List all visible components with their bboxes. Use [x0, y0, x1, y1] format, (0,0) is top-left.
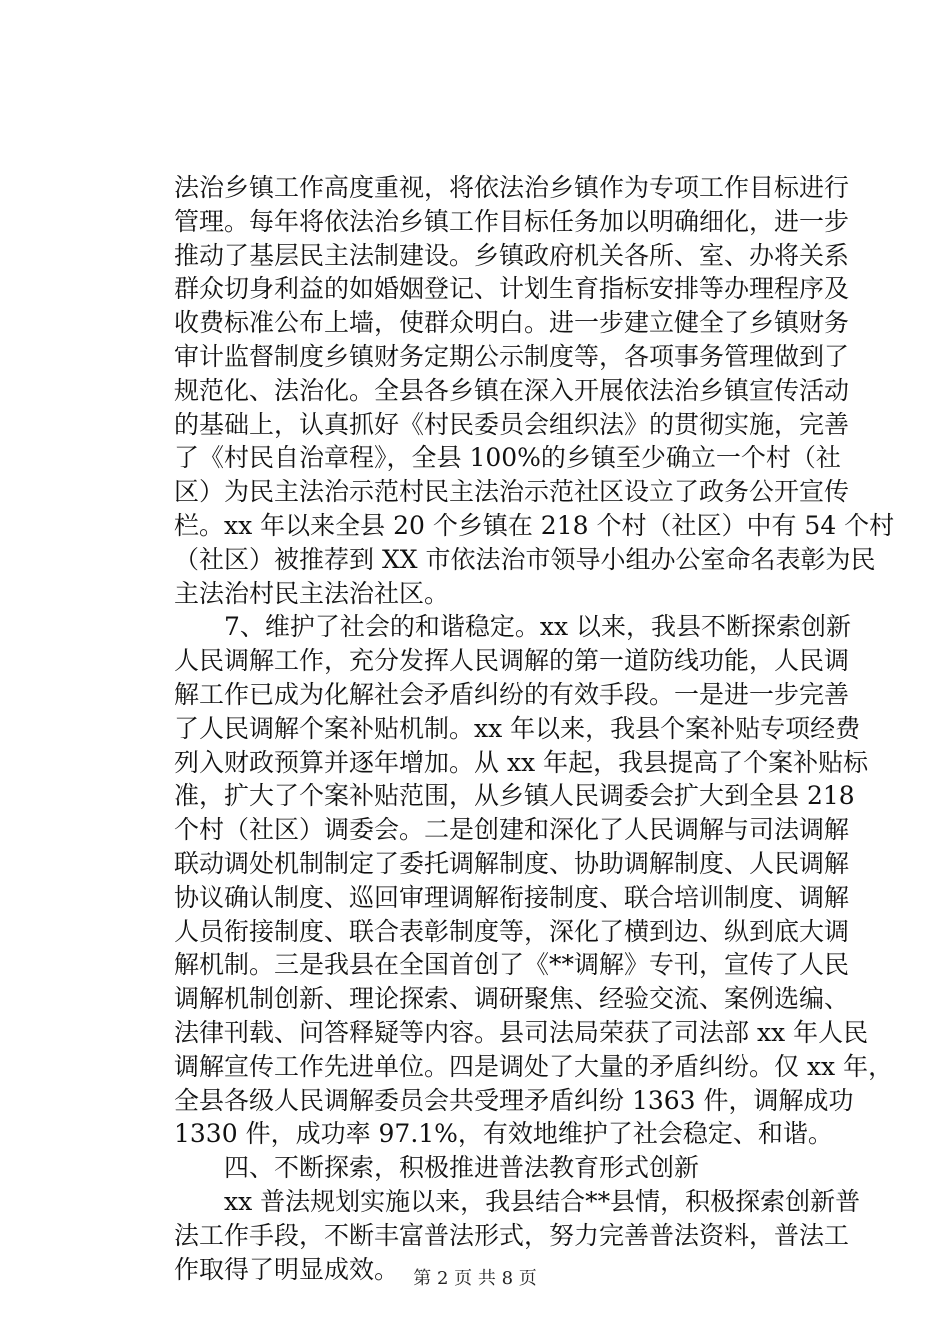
text-line: 协议确认制度、巡回审理调解衔接制度、联合培训制度、调解 — [174, 882, 850, 912]
text-line: 法工作手段，不断丰富普法形式，努力完善普法资料，普法工 — [174, 1220, 850, 1250]
text-line: 1330 件，成功率 97.1%，有效地维护了社会稳定、和谐。 — [174, 1119, 833, 1149]
text-line: 规范化、法治化。全县各乡镇在深入开展依法治乡镇宣传活动 — [174, 375, 850, 405]
text-line: 的基础上，认真抓好《村民委员会组织法》的贯彻实施，完善 — [174, 409, 850, 439]
text-line: 管理。每年将依法治乡镇工作目标任务加以明确细化，进一步 — [174, 206, 850, 236]
page-footer: 第 2 页 共 8 页 — [413, 1268, 537, 1289]
text-line: 群众切身利益的如婚姻登记、计划生育指标安排等办理程序及 — [174, 274, 850, 304]
text-line: 人员衔接制度、联合表彰制度等，深化了横到边、纵到底大调 — [174, 916, 850, 946]
text-line: 全县各级人民调解委员会共受理矛盾纠纷 1363 件，调解成功 — [174, 1085, 854, 1115]
text-line: 列入财政预算并逐年增加。从 xx 年起，我县提高了个案补贴标 — [174, 747, 869, 777]
text-line: 审计监督制度乡镇财务定期公示制度等，各项事务管理做到了 — [174, 341, 850, 371]
text-line: 收费标准公布上墙，使群众明白。进一步建立健全了乡镇财务 — [174, 308, 850, 338]
text-line: 作取得了明显成效。 — [174, 1254, 400, 1284]
text-line: 区）为民主法治示范村民主法治示范社区设立了政务公开宣传 — [174, 477, 850, 507]
paragraph-first-line: 7、维护了社会的和谐稳定。xx 以来，我县不断探索创新 — [224, 612, 852, 642]
text-line: 人民调解工作，充分发挥人民调解的第一道防线功能，人民调 — [174, 646, 850, 676]
text-line: 法律刊载、问答释疑等内容。县司法局荣获了司法部 xx 年人民 — [174, 1017, 869, 1047]
text-line: 了《村民自治章程》，全县 100%的乡镇至少确立一个村（社 — [174, 443, 841, 473]
body-text — [174, 171, 895, 1286]
text-line: 了人民调解个案补贴机制。xx 年以来，我县个案补贴专项经费 — [174, 713, 861, 743]
text-line: 联动调处机制制定了委托调解制度、协助调解制度、人民调解 — [174, 848, 850, 878]
text-line: 个村（社区）调委会。二是创建和深化了人民调解与司法调解 — [174, 815, 850, 845]
section-heading: 四、不断探索，积极推进普法教育形式创新 — [224, 1153, 700, 1183]
text-line: 法治乡镇工作高度重视，将依法治乡镇作为专项工作目标进行 — [174, 173, 850, 202]
text-line: 栏。xx 年以来全县 20 个乡镇在 218 个村（社区）中有 54 个村 — [174, 510, 895, 540]
text-line: 解机制。三是我县在全国首创了《**调解》专刊，宣传了人民 — [174, 950, 850, 980]
text-line: （社区）被推荐到 XX 市依法治市领导小组办公室命名表彰为民 — [174, 544, 876, 574]
text-line: 推动了基层民主法制建设。乡镇政府机关各所、室、办将关系 — [174, 240, 850, 270]
text-line: 调解宣传工作先进单位。四是调处了大量的矛盾纠纷。仅 xx 年， — [174, 1051, 894, 1081]
paragraph-first-line: xx 普法规划实施以来，我县结合**县情，积极探索创新普 — [224, 1186, 861, 1216]
text-line: 准，扩大了个案补贴范围，从乡镇人民调委会扩大到全县 218 — [174, 781, 855, 811]
text-line: 调解机制创新、理论探索、调研聚焦、经验交流、案例选编、 — [174, 984, 850, 1014]
text-line: 解工作已成为化解社会矛盾纠纷的有效手段。一是进一步完善 — [174, 679, 850, 709]
text-line: 主法治村民主法治社区。 — [174, 578, 450, 608]
